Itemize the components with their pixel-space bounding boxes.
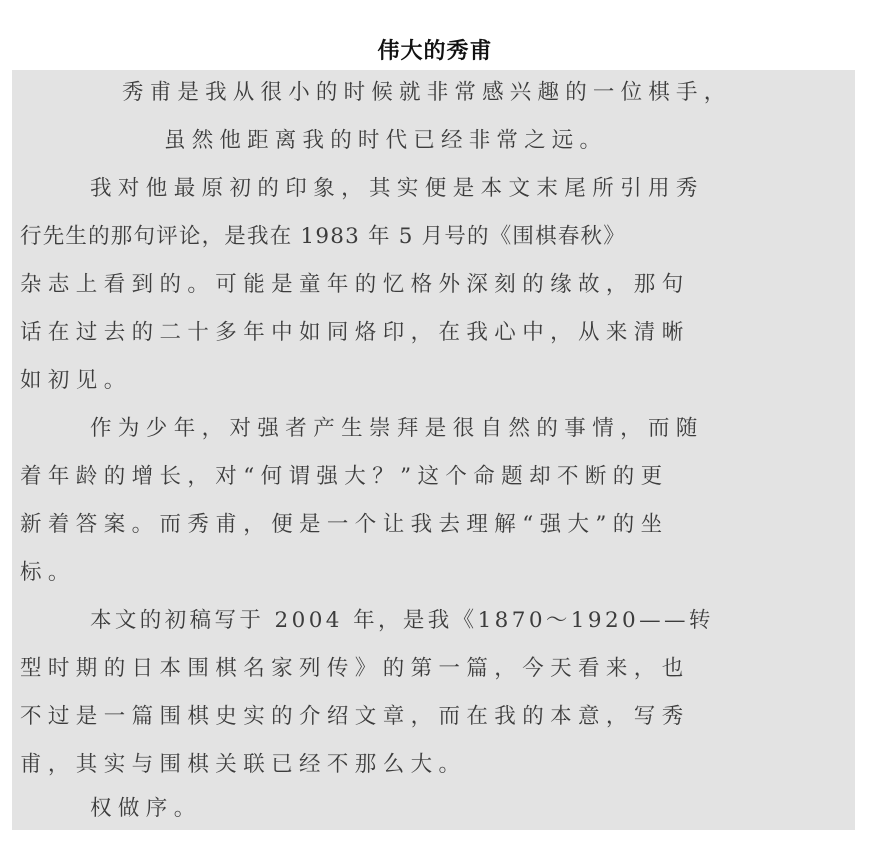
text-line: 本文的初稿写于 2004 年，是我《1870～1920——转	[90, 608, 714, 633]
text-line: 作为少年，对强者产生崇拜是很自然的事情，而随	[90, 416, 704, 441]
article-body	[12, 70, 855, 830]
text-line: 如初见。	[20, 368, 132, 393]
text-line: 新着答案。而秀甫，便是一个让我去理解“强大”的坐	[20, 512, 669, 537]
text-line: 行先生的那句评论，是我在 1983 年 5 月号的《围棋春秋》	[20, 224, 626, 249]
text-line: 标。	[20, 560, 76, 585]
article-title: 伟大的秀甫	[377, 39, 493, 64]
text-line: 秀甫是我从很小的时候就非常感兴趣的一位棋手，	[122, 80, 732, 105]
text-line: 不过是一篇围棋史实的介绍文章，而在我的本意，写秀	[20, 704, 690, 729]
text-line: 型时期的日本围棋名家列传》的第一篇，今天看来，也	[20, 656, 690, 681]
text-line: 权做序。	[90, 796, 202, 821]
text-line: 话在过去的二十多年中如同烙印，在我心中，从来清晰	[20, 320, 690, 345]
text-line: 着年龄的增长，对“何谓强大？”这个命题却不断的更	[20, 464, 669, 489]
text-line: 虽然他距离我的时代已经非常之远。	[164, 128, 608, 153]
text-line: 杂志上看到的。可能是童年的忆格外深刻的缘故，那句	[20, 272, 690, 297]
text-line: 我对他最原初的印象，其实便是本文末尾所引用秀	[90, 176, 704, 201]
text-line: 甫，其实与围棋关联已经不那么大。	[20, 752, 467, 777]
